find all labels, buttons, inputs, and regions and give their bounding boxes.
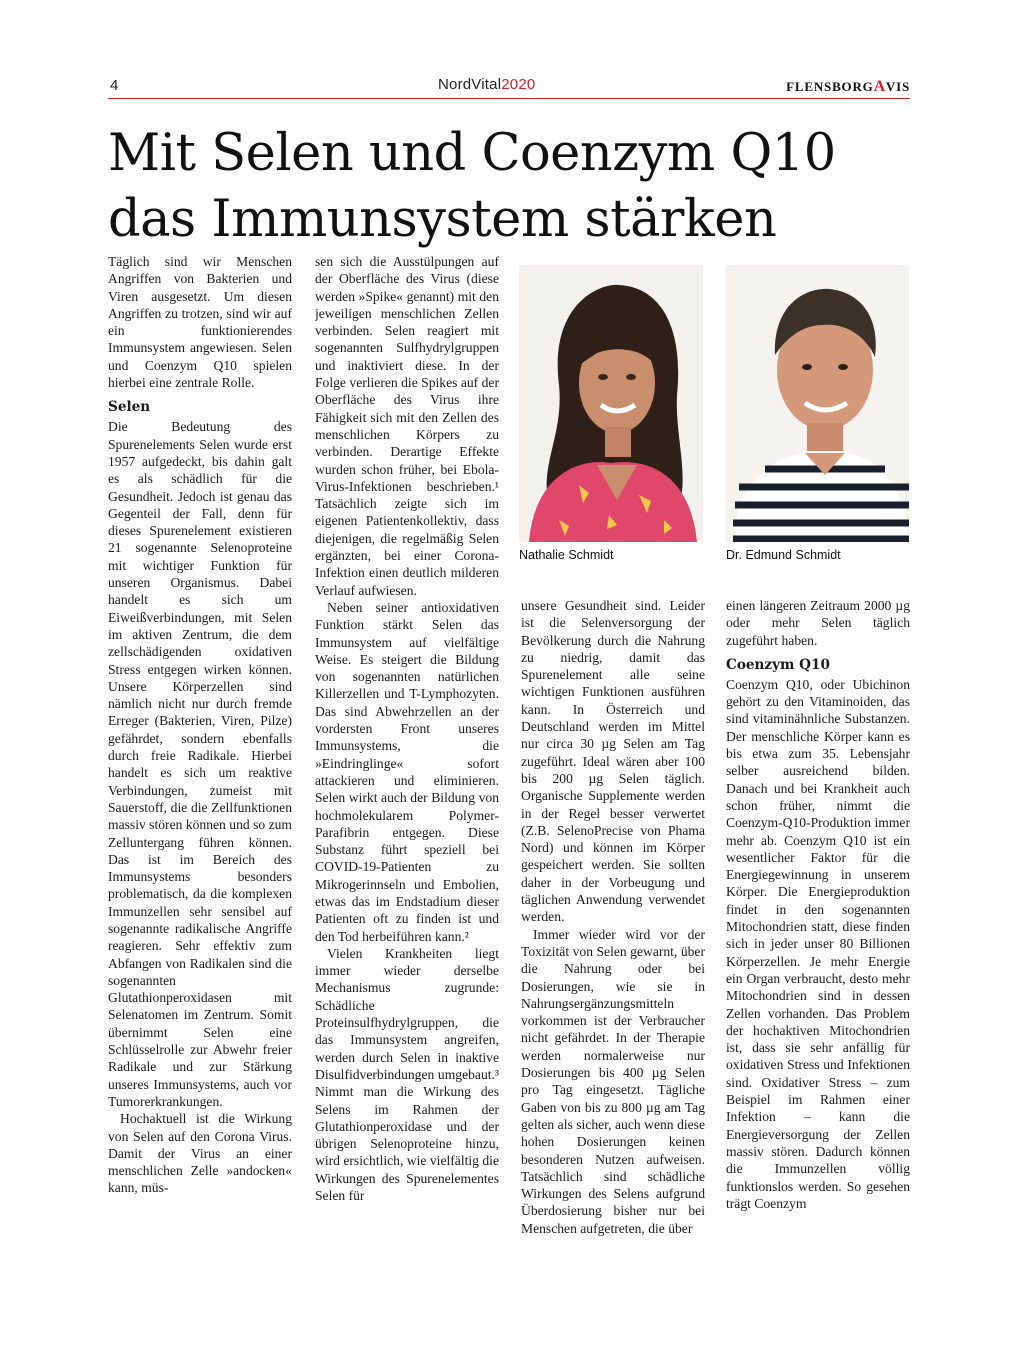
paragraph: unsere Gesundheit sind. Leider ist die Selenversorgung der Bevölkerung durch die Nahrung zu niedrig, damit das Spurenelement alle seine wichtigen Funktionen ausführen kann. In Österreich und Deutschland werden im Mittel nur circa 30 µg Selen am Tag zugeführt. Ideal wären aber 100 bis 200 µg Selen täglich. Organische Supplemente werden in der Regel besser verwertet (Z.B. SelenoPrecise von Phama Nord) und können im Körper gespeichert werden. Sie sollten daher in der Vorbeugung und täglichen Anwendung verwendet werden. <box>521 598 705 925</box>
intro-paragraph: Täglich sind wir Menschen Angriffen von Bakterien und Viren ausgesetzt. Um diesen Angriffen zu trotzen, sind wir auf ein funktionierendes Immunsystem angewiesen. Selen und Coenzym Q10 spielen hierbei eine zentrale Rolle. <box>108 254 292 391</box>
photo-caption: Dr. Edmund Schmidt <box>726 548 841 562</box>
page-header <box>108 76 910 99</box>
article-column-3 <box>521 597 705 1293</box>
magazine-title: NordVital <box>438 76 502 93</box>
paragraph: sen sich die Ausstülpungen auf der Oberfläche des Virus (diese werden »Spike« genannt) mit den jeweiligen menschlichen Zellen verbinden. Selen reagiert mit sogenannten Sulfhydrylgruppen und inaktiviert diese. In der Folge verlieren die Spikes auf der Oberfläche des Virus ihre Fähigkeit sich mit den Zellen des menschlichen Körpers zu verbinden. Derartige Effekte wurden schon früher, bei Ebola-Virus-Infektionen beschrieben.¹ Tatsächlich zeigte sich im eigenen Patientenkollektiv, dass diejenigen, die regelmäßig Selen ergänzten, bei einer Corona-Infektion einen deutlich milderen Verlauf aufwiesen. <box>315 254 499 598</box>
paragraph: Neben seiner antioxidativen Funktion stärkt Selen das Immunsystem auf vielfältige Weise. Es steigert die Bildung von sogenannten natürlichen Killerzellen und T-Lymphozyten. Das sind Abwehrzellen an der vordersten Front unseres Immunsystems, die »Eindringlinge« sofort attackieren und eliminieren. Selen wirkt auch der Bildung von hochmolekularem Polymer-Parafibrin entgegen. Diese Substanz führt speziell bei COVID-19-Patienten zu Mikrogerinnseln und Embolien, etwas das im Endstadium dieser Patienten oft zu finden ist und den Tod herbeiführen kann.² <box>315 599 499 944</box>
portrait-photo-man <box>725 265 909 542</box>
magazine-name <box>438 76 535 93</box>
paragraph: Vielen Krankheiten liegt immer wieder derselbe Mechanismus zugrunde: Schädliche Proteinsulfhydrylgruppen, die das Immunsystem angreifen, werden durch Selen in inaktive Disulfidverbindungen umgebaut.³ Nimmt man die Wirkung des Selens im Rahmen der Glutathionperoxidase und der übrigen Selenoproteine hinzu, wird ersichtlich, wie vielfältig die Wirkungen des Spurenelementes Selen für <box>315 945 499 1204</box>
paragraph: Die Bedeutung des Spurenelements Selen wurde erst 1957 aufgedeckt, bis dahin galt es als schädlich für die Gesundheit. Jedoch ist genau das Gegenteil der Fall, denn für dieses Spurenelement existieren 21 sogenannte Selenoproteine mit wichtiger Funktion für unseren Organismus. Dabei handelt es sich um Eiweißverbindungen, mit Selen im aktiven Zentrum, die dem zellschädigenden oxidativen Stress entgegen wirken können. Unsere Körperzellen sind nämlich nicht nur durch fremde Erreger (Bakterien, Viren, Pilze) gefährdet, sondern ebenfalls durch freie Radikale. Hierbei handelt es sich um reaktive Verbindungen, zumeist mit Sauerstoff, die die Zellfunktionen massiv stören können und so zum Zelluntergang führen können. Das ist im Bereich des Immunsystems besonders problematisch, da die komplexen Immunzellen sehr sensibel auf sogenannte radikalische Angriffe reagieren. Sehr effektiv zum Abfangen von Radikalen sind die sogenannten Glutathionperoxidasen mit Selenatomen im Zentrum. Somit übernimmt Selen eine Schlüsselrolle zur Abwehr freier Radikale und zur Stärkung unseres Immunsystems, auch vor Tumorerkrankungen. <box>108 419 292 1109</box>
publisher-logo <box>786 78 910 96</box>
portrait-photo-woman <box>519 265 703 542</box>
logo-a: A <box>873 78 886 95</box>
paragraph: Hochaktuell ist die Wirkung von Selen auf den Corona Virus. Damit der Virus an einer menschlichen Zelle »andocken« kann, müs- <box>108 1111 292 1196</box>
portrait-woman-illustration <box>519 265 703 542</box>
page-number: 4 <box>110 77 119 94</box>
paragraph: einen längeren Zeitraum 2000 µg oder mehr Selen täglich zugeführt haben. <box>726 598 910 648</box>
portrait-man-illustration <box>725 265 909 542</box>
article-column-1 <box>108 253 292 1293</box>
article-headline: Mit Selen und Coenzym Q10 das Immunsystem stärken <box>108 124 836 249</box>
photo-caption: Nathalie Schmidt <box>519 548 614 562</box>
article-column-4 <box>726 597 910 1293</box>
section-heading-coenzym: Coenzym Q10 <box>726 656 830 673</box>
magazine-year: 2020 <box>501 76 536 93</box>
logo-suffix: VIS <box>885 79 910 94</box>
paragraph: Immer wieder wird vor der Toxizität von Selen gewarnt, über die Nahrung oder bei Dosierungen, wie sie in Nahrungsergänzungsmitteln vorkommen ist der Verbraucher nicht gefährdet. In der Therapie werden normalerweise nur Dosierungen bis 400 µg Selen pro Tag eingesetzt. Tägliche Gaben von bis zu 800 µg am Tag gelten als sicher, auch wenn diese hohen Dosierungen keinen besonderen Nutzen aufweisen. Tatsächlich sind schädliche Wirkungen des Selens aufgrund Überdosierung bisher nur bei Menschen aufgetreten, die über <box>521 926 705 1236</box>
article-column-2 <box>315 253 499 1293</box>
paragraph: Coenzym Q10, oder Ubichinon gehört zu den Vitaminoiden, das sind vitaminähnliche Substanzen. Der menschliche Körper kann es bis etwa zum 35. Lebensjahr selber ausreichend bilden. Danach und bei Krankheit auch schon früher, nimmt die Coenzym-Q10-Produktion immer mehr ab. Coenzym Q10 ist ein wesentlicher Faktor für die Energiegewinnung in unserem Körper. Die Energieproduktion findet in den sogenannten Mitochondrien statt, diese finden sich in jeder unser 80 Billionen Körperzellen. Je mehr Energie ein Organ verbraucht, desto mehr Mitochondrien sind in dessen Zellen vorhanden. Das Problem der hochaktiven Mitochondrien ist, dass sie sehr anfällig für oxidativen Stress und Infektionen sind. Oxidativer Stress – zum Beispiel im Rahmen einer Infektion – kann die Energieversorgung der Zellen massiv stören. Dadurch können die Immunzellen völlig funktionslos werden. So gesehen trägt Coenzym <box>726 676 910 1211</box>
section-heading-selen: Selen <box>108 399 151 416</box>
logo-prefix: FLENSBORG <box>786 79 874 94</box>
